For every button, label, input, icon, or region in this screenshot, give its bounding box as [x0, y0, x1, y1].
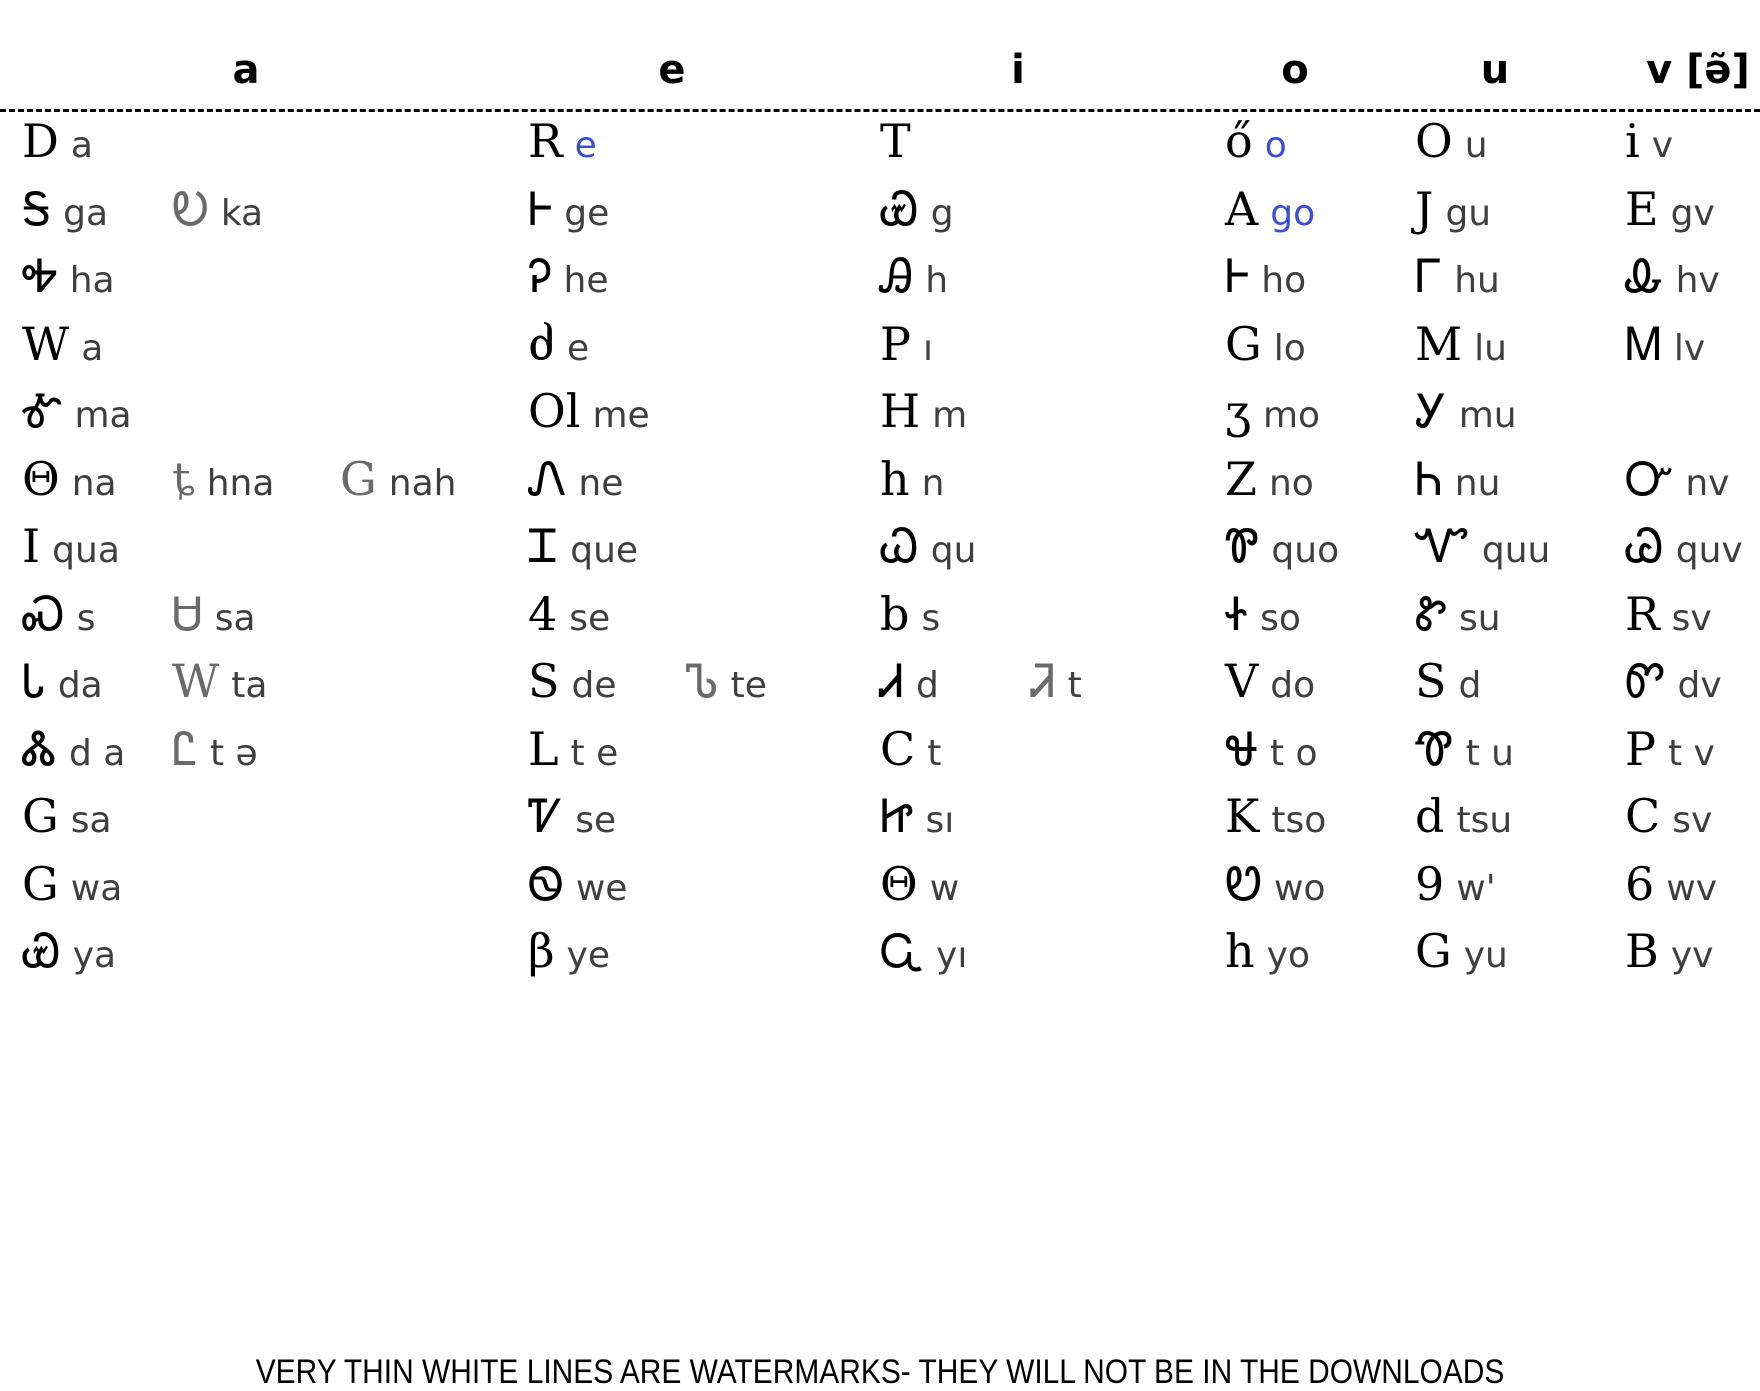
syllable-glyph: Ꮭ — [172, 721, 198, 776]
syllable-romanization: hna — [206, 462, 275, 504]
syllable-romanization: e — [567, 327, 590, 369]
syllable-cell — [1225, 789, 1327, 843]
syllable-romanization: ye — [566, 935, 611, 976]
syllable-glyph: D — [22, 114, 59, 168]
syllable-glyph: W — [172, 654, 220, 708]
syllable-cell — [1415, 316, 1507, 371]
syllable-romanization: h — [925, 260, 949, 301]
syllable-romanization: quu — [1481, 530, 1551, 571]
syllable-cell — [1225, 721, 1318, 776]
syllable-cell — [686, 654, 767, 708]
syllable-glyph: Ꮕ — [1625, 451, 1674, 506]
syllable-romanization: se — [569, 597, 611, 639]
syllable-romanization: a — [70, 125, 93, 166]
syllable-cell — [172, 451, 275, 506]
syllable-romanization: u — [1464, 125, 1488, 166]
syllable-romanization: yı — [936, 935, 968, 976]
syllable-cell — [1625, 924, 1714, 978]
syllable-romanization: me — [592, 395, 650, 436]
syllable-glyph: Ꮹ — [880, 924, 925, 978]
syllable-glyph: Ꮇ — [1625, 316, 1662, 371]
syllable-glyph: h — [880, 451, 910, 506]
syllable-cell — [172, 721, 258, 776]
syllable-cell — [1030, 654, 1082, 708]
syllable-cell — [528, 181, 610, 236]
column-header-e: e — [658, 47, 686, 93]
syllable-glyph: Ꮚ — [1625, 519, 1664, 573]
syllable-glyph: i — [1625, 114, 1640, 168]
syllable-cell — [172, 181, 264, 236]
syllable-glyph: Ꮗ — [880, 519, 919, 573]
syllable-cell — [22, 654, 103, 708]
syllable-glyph: Ꮧ — [880, 654, 904, 708]
syllable-romanization: go — [1270, 192, 1316, 234]
watermark-notice: VERY THIN WHITE LINES ARE WATERMARKS- THEY WILL NOT BE IN THE DOWNLOADS — [255, 1353, 1505, 1391]
syllable-cell — [340, 451, 457, 506]
syllable-romanization: lo — [1273, 327, 1306, 369]
syllable-cell — [1225, 654, 1316, 708]
syllable-romanization: so — [1260, 597, 1301, 639]
syllable-glyph: G — [1415, 924, 1452, 978]
syllable-glyph: M — [1415, 316, 1463, 371]
syllable-cell — [880, 519, 977, 573]
syllable-romanization: g — [930, 192, 954, 234]
syllable-glyph: E — [1625, 181, 1659, 236]
syllable-glyph: Ꮒ — [1415, 451, 1443, 506]
column-header-i: i — [1011, 47, 1025, 93]
syllable-romanization: s — [921, 597, 941, 639]
syllable-romanization: d — [915, 665, 939, 706]
syllable-romanization: t v — [1667, 732, 1715, 774]
syllable-glyph: Ꭿ — [880, 249, 914, 303]
syllable-glyph: Ꮜ — [172, 586, 203, 641]
syllable-romanization: t — [927, 732, 942, 774]
syllable-romanization: t ə — [209, 732, 258, 774]
syllable-romanization: no — [1268, 462, 1314, 504]
syllable-cell — [880, 721, 942, 776]
syllable-romanization: t — [1067, 665, 1082, 706]
syllable-glyph: ő — [1225, 114, 1253, 168]
syllable-romanization: quo — [1271, 530, 1340, 571]
syllable-cell — [528, 789, 617, 843]
syllable-cell — [1415, 924, 1508, 978]
syllable-glyph: O — [1415, 114, 1453, 168]
syllable-cell — [22, 789, 112, 843]
syllable-romanization: sı — [925, 800, 955, 841]
syllable-cell — [880, 654, 939, 708]
syllable-cell — [1225, 451, 1314, 506]
syllable-glyph: b — [880, 586, 910, 641]
syllable-glyph: Ꮴ — [528, 789, 564, 843]
syllable-glyph: ȶ — [172, 451, 195, 506]
syllable-romanization: ge — [564, 192, 610, 234]
syllable-romanization: su — [1459, 597, 1501, 639]
syllable-glyph: L — [528, 721, 559, 776]
syllable-glyph: G — [340, 451, 377, 506]
syllable-cell — [880, 181, 954, 236]
syllable-glyph: Θ — [880, 856, 918, 911]
syllable-romanization: ı — [922, 327, 933, 369]
syllable-romanization: ya — [72, 935, 117, 976]
syllable-cell — [528, 114, 597, 168]
column-header-a: a — [232, 47, 260, 93]
syllable-cell — [528, 721, 619, 776]
syllable-glyph: Ꮰ — [1225, 721, 1258, 776]
syllable-cell — [1415, 451, 1501, 506]
syllable-romanization: t u — [1465, 732, 1514, 774]
syllable-cell — [1415, 721, 1514, 776]
syllable-romanization: tso — [1271, 800, 1327, 841]
syllable-glyph: I — [22, 519, 41, 573]
column-header-u: u — [1480, 47, 1510, 93]
syllable-romanization: lu — [1474, 327, 1507, 369]
syllable-cell — [22, 316, 104, 371]
syllable-cell — [1625, 316, 1706, 371]
syllable-romanization: ne — [578, 462, 624, 504]
syllable-cell — [880, 924, 968, 978]
syllable-cell — [1225, 316, 1306, 371]
syllable-romanization: da — [57, 665, 103, 706]
syllable-romanization: yv — [1670, 935, 1714, 976]
syllable-romanization: sv — [1671, 597, 1712, 639]
syllable-romanization: t e — [570, 732, 619, 774]
syllable-glyph: 6 — [1625, 856, 1655, 911]
syllable-glyph: Ꮀ — [528, 181, 553, 236]
syllable-glyph: C — [1625, 789, 1661, 843]
syllable-glyph: Ꮬ — [22, 721, 57, 776]
syllable-glyph: ʒ — [1225, 384, 1251, 438]
syllable-glyph: G — [22, 856, 59, 911]
syllable-cell — [528, 249, 609, 303]
syllable-romanization: s — [76, 597, 96, 639]
syllable-cell — [880, 316, 933, 371]
syllable-glyph: Ꭽ — [22, 249, 58, 303]
syllable-cell — [1415, 519, 1551, 573]
syllable-glyph: 4 — [528, 586, 558, 641]
syllable-cell — [1625, 586, 1712, 641]
syllable-glyph: ძ — [528, 316, 556, 371]
syllable-glyph: β — [528, 924, 555, 978]
syllable-cell — [22, 924, 117, 978]
syllable-glyph: Ꮵ — [880, 789, 914, 843]
syllable-romanization: hv — [1675, 260, 1720, 301]
syllable-glyph: R — [1625, 586, 1660, 641]
syllable-cell — [528, 316, 590, 371]
column-header-v: v [ə̃] — [1646, 47, 1750, 93]
syllable-cell — [880, 789, 955, 843]
syllable-cell — [1625, 451, 1730, 506]
syllable-romanization: tsu — [1456, 800, 1513, 841]
syllable-glyph: Ꭷ — [172, 181, 209, 236]
syllable-cell — [1625, 721, 1715, 776]
syllable-glyph: Ꭾ — [528, 249, 552, 303]
syllable-romanization: v — [1651, 125, 1674, 166]
syllable-cell — [172, 654, 268, 708]
syllable-cell — [1225, 924, 1310, 978]
syllable-glyph: G — [1225, 316, 1262, 371]
syllable-cell — [1625, 249, 1720, 303]
syllable-cell — [172, 586, 256, 641]
syllable-romanization: t o — [1269, 732, 1318, 774]
syllable-glyph: Θ — [22, 451, 60, 506]
syllable-romanization: se — [575, 800, 617, 841]
syllable-cell — [1625, 789, 1713, 843]
syllable-cell — [22, 519, 120, 573]
syllable-glyph: A — [1225, 181, 1259, 236]
syllable-cell — [1625, 519, 1743, 573]
syllable-cell — [1225, 586, 1301, 641]
syllable-romanization: lv — [1673, 327, 1706, 369]
syllable-glyph: Ꮱ — [1415, 721, 1454, 776]
syllable-romanization: d a — [68, 732, 126, 774]
syllable-cell — [22, 856, 123, 911]
syllable-glyph: B — [1625, 924, 1659, 978]
syllable-glyph: Ꮀ — [1225, 249, 1250, 303]
syllable-glyph: Ꮉ — [22, 384, 63, 438]
syllable-cell — [1625, 181, 1715, 236]
syllable-cell — [880, 114, 923, 168]
syllable-cell — [1225, 181, 1316, 236]
syllable-romanization: que — [570, 530, 639, 571]
syllable-glyph: Ꮿ — [22, 924, 61, 978]
syllable-glyph: V — [1225, 654, 1259, 708]
syllable-romanization: te — [730, 665, 767, 706]
syllable-glyph: Ꮁ — [1415, 249, 1443, 303]
syllable-glyph: Ꮑ — [528, 451, 567, 506]
syllable-romanization: ha — [69, 260, 115, 301]
syllable-romanization: mo — [1262, 395, 1321, 436]
syllable-cell — [1415, 856, 1496, 911]
syllable-glyph: 9 — [1415, 856, 1445, 911]
syllable-cell — [1415, 654, 1482, 708]
syllable-romanization: gv — [1670, 192, 1715, 234]
syllable-romanization: quv — [1675, 530, 1743, 571]
syllable-romanization: wa — [70, 867, 123, 909]
syllable-romanization: w' — [1456, 867, 1496, 909]
syllable-romanization: ho — [1261, 260, 1307, 301]
syllable-cell — [880, 856, 960, 911]
syllable-glyph: Ꮣ — [22, 654, 46, 708]
syllable-glyph: S — [1415, 654, 1447, 708]
syllable-cell — [22, 586, 96, 641]
syllable-cell — [1415, 789, 1513, 843]
syllable-glyph: Ꮙ — [1415, 519, 1470, 573]
syllable-romanization: sa — [214, 597, 256, 639]
syllable-romanization: he — [563, 260, 609, 301]
syllable-romanization: e — [574, 125, 597, 166]
syllable-glyph: Ꮂ — [1625, 249, 1664, 303]
syllable-cell — [22, 249, 115, 303]
syllable-glyph: Ꮫ — [1625, 654, 1666, 708]
syllable-romanization: d — [1458, 665, 1482, 706]
syllable-cell — [22, 451, 117, 506]
syllable-romanization: de — [571, 665, 617, 706]
syllable-glyph: Ꮻ — [528, 856, 564, 911]
syllable-glyph: C — [880, 721, 916, 776]
syllable-cell — [1415, 249, 1500, 303]
syllable-cell — [1415, 586, 1501, 641]
syllable-glyph: Ꮿ — [880, 181, 919, 236]
syllable-romanization: a — [81, 327, 104, 369]
syllable-glyph: Ꮠ — [1225, 586, 1249, 641]
syllable-romanization: do — [1270, 665, 1316, 706]
syllable-glyph: Ꮖ — [528, 519, 559, 573]
syllable-glyph: Ꭹ — [1415, 384, 1447, 438]
syllable-cell — [1625, 114, 1674, 168]
syllable-cell — [528, 384, 650, 438]
syllable-cell — [528, 586, 611, 641]
syllable-romanization: ma — [74, 395, 132, 436]
syllable-romanization: wv — [1666, 867, 1718, 909]
syllable-glyph: P — [1625, 721, 1656, 776]
syllable-cell — [528, 451, 624, 506]
syllable-romanization: m — [932, 395, 968, 436]
syllable-glyph: Ꮘ — [1225, 519, 1260, 573]
syllable-glyph: J — [1415, 181, 1434, 236]
syllable-cell — [22, 114, 93, 168]
syllable-glyph: h — [1225, 924, 1255, 978]
syllable-romanization: ka — [220, 192, 264, 234]
syllable-cell — [528, 924, 611, 978]
syllable-romanization: o — [1264, 125, 1287, 166]
syllable-glyph: G — [22, 789, 59, 843]
syllable-cell — [1625, 856, 1718, 911]
syllable-romanization: dv — [1677, 665, 1722, 706]
syllable-romanization: sa — [70, 800, 112, 841]
syllable-cell — [528, 856, 628, 911]
syllable-romanization: qu — [930, 530, 977, 571]
syllable-glyph: Z — [1225, 451, 1257, 506]
header-divider — [0, 109, 1760, 112]
syllable-romanization: nv — [1685, 462, 1730, 504]
syllable-romanization: sv — [1672, 800, 1713, 841]
syllable-cell — [528, 519, 639, 573]
syllable-cell — [1415, 384, 1517, 438]
syllable-glyph: P — [880, 316, 911, 371]
syllable-cell — [880, 249, 949, 303]
syllable-cell — [1225, 114, 1287, 168]
syllable-cell — [22, 384, 132, 438]
syllable-glyph: K — [1225, 789, 1260, 843]
syllable-romanization: nah — [388, 462, 457, 504]
syllable-romanization: nu — [1454, 462, 1501, 504]
syllable-cell — [880, 384, 968, 438]
syllable-cell — [22, 181, 109, 236]
syllable-romanization: ga — [63, 192, 109, 234]
syllable-romanization: hu — [1454, 260, 1500, 301]
syllable-glyph: W — [22, 316, 70, 371]
syllable-romanization: gu — [1445, 192, 1492, 234]
syllable-glyph: T — [880, 114, 911, 168]
syllable-romanization: we — [575, 867, 628, 909]
syllable-cell — [880, 586, 941, 641]
syllable-cell — [528, 654, 617, 708]
syllable-romanization: yu — [1463, 935, 1508, 976]
syllable-glyph: Ꮦ — [686, 654, 719, 708]
syllable-glyph: Ol — [528, 384, 581, 438]
syllable-glyph: S — [528, 654, 560, 708]
syllable-cell — [880, 451, 945, 506]
syllable-cell — [1625, 654, 1722, 708]
syllable-glyph: Ꮼ — [1225, 856, 1263, 911]
syllable-romanization: ta — [231, 665, 268, 706]
syllable-romanization: n — [921, 462, 945, 504]
syllable-glyph: Ꮡ — [1415, 586, 1448, 641]
syllable-glyph: H — [880, 384, 921, 438]
syllable-glyph: Ꮨ — [1030, 654, 1056, 708]
syllable-cell — [1415, 181, 1492, 236]
syllable-cell — [1225, 249, 1307, 303]
syllable-romanization: wo — [1274, 867, 1326, 909]
syllable-glyph: R — [528, 114, 563, 168]
syllable-romanization: qua — [52, 530, 120, 571]
syllable-romanization: w — [929, 867, 960, 909]
column-header-o: o — [1281, 47, 1309, 93]
syllable-cell — [1225, 384, 1321, 438]
syllable-cell — [1415, 114, 1488, 168]
syllable-cell — [22, 721, 126, 776]
syllable-romanization: na — [71, 462, 117, 504]
syllable-glyph: Ꭶ — [22, 181, 52, 236]
syllable-glyph: d — [1415, 789, 1445, 843]
syllable-glyph: Ꮝ — [22, 586, 65, 641]
syllable-romanization: mu — [1458, 395, 1517, 436]
syllable-cell — [1225, 856, 1326, 911]
syllable-romanization: yo — [1266, 935, 1310, 976]
syllable-cell — [1225, 519, 1340, 573]
